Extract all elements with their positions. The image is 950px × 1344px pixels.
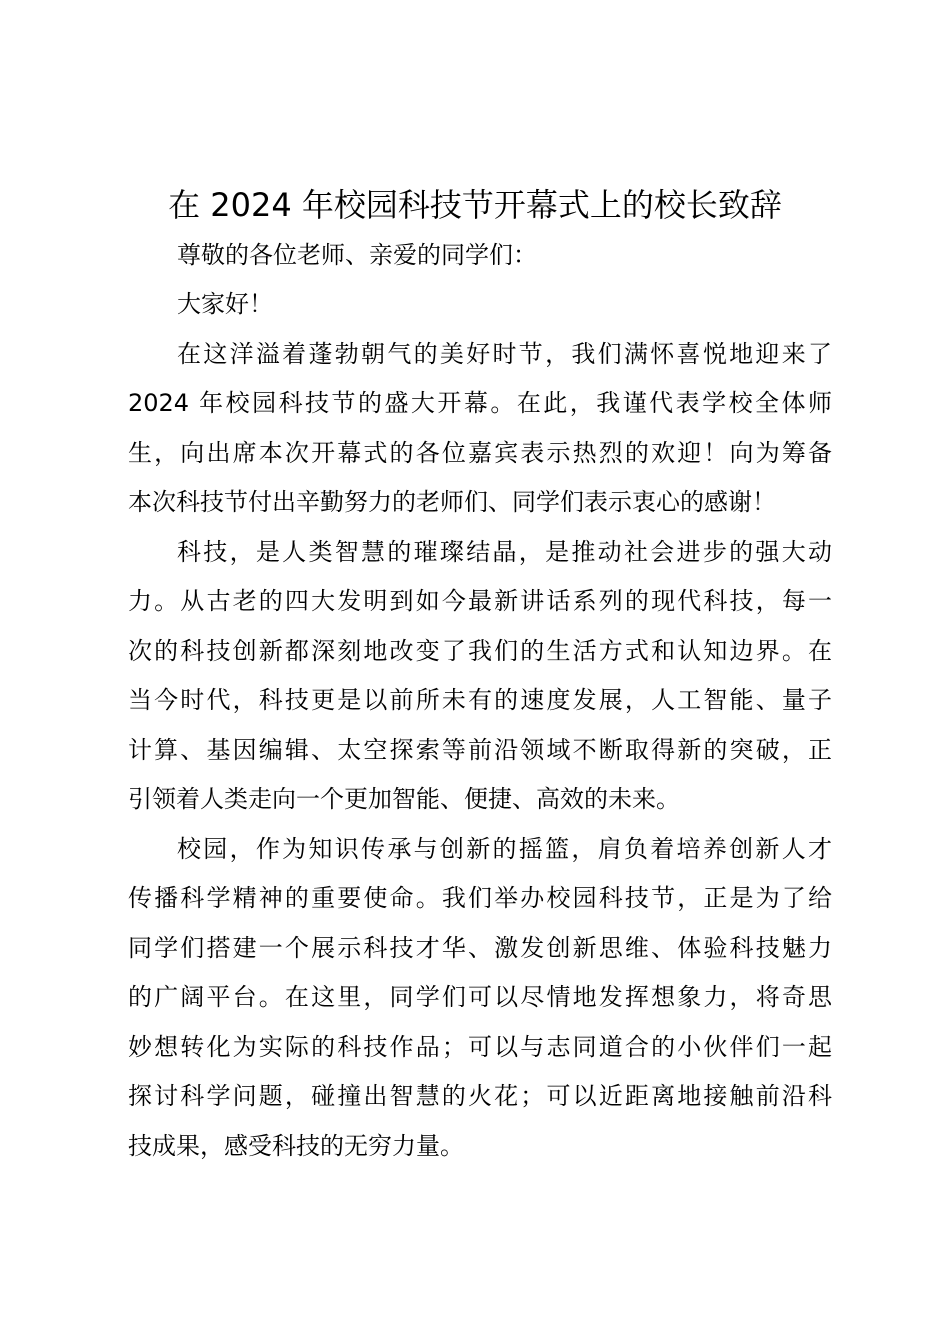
paragraph-line: 妙想转化为实际的科技作品；可以与志同道合的小伙伴们一起 xyxy=(128,1033,832,1061)
paragraph-line: 技成果，感受科技的无穷力量。 xyxy=(128,1132,464,1160)
document-title: 在 2024 年校园科技节开幕式上的校长致辞 xyxy=(168,186,782,224)
paragraph-line: 科技，是人类智慧的璀璨结晶，是推动社会进步的强大动 xyxy=(177,538,832,566)
paragraph-line: 当今时代，科技更是以前所未有的速度发展，人工智能、量子 xyxy=(128,686,832,714)
paragraph-line: 生，向出席本次开幕式的各位嘉宾表示热烈的欢迎！向为筹备 xyxy=(128,439,832,467)
paragraph-line: 在这洋溢着蓬勃朝气的美好时节，我们满怀喜悦地迎来了 xyxy=(177,340,832,368)
salutation: 尊敬的各位老师、亲爱的同学们： xyxy=(177,241,537,269)
paragraph-line: 力。从古老的四大发明到如今最新讲话系列的现代科技，每一 xyxy=(128,587,832,615)
paragraph-line: 校园，作为知识传承与创新的摇篮，肩负着培养创新人才 xyxy=(177,835,832,863)
paragraph-line: 次的科技创新都深刻地改变了我们的生活方式和认知边界。在 xyxy=(128,637,832,665)
paragraph-line: 计算、基因编辑、太空探索等前沿领域不断取得新的突破，正 xyxy=(128,736,832,764)
paragraph-line: 本次科技节付出辛勤努力的老师们、同学们表示衷心的感谢！ xyxy=(128,488,776,516)
greeting: 大家好！ xyxy=(177,290,273,318)
paragraph-line: 同学们搭建一个展示科技才华、激发创新思维、体验科技魅力 xyxy=(128,934,832,962)
paragraph-line: 引领着人类走向一个更加智能、便捷、高效的未来。 xyxy=(128,785,680,813)
paragraph-line: 传播科学精神的重要使命。我们举办校园科技节，正是为了给 xyxy=(128,884,832,912)
paragraph-line: 的广阔平台。在这里，同学们可以尽情地发挥想象力，将奇思 xyxy=(128,983,832,1011)
paragraph-line: 2024 年校园科技节的盛大开幕。在此，我谨代表学校全体师 xyxy=(128,389,832,417)
paragraph-line: 探讨科学问题，碰撞出智慧的火花；可以近距离地接触前沿科 xyxy=(128,1082,832,1110)
